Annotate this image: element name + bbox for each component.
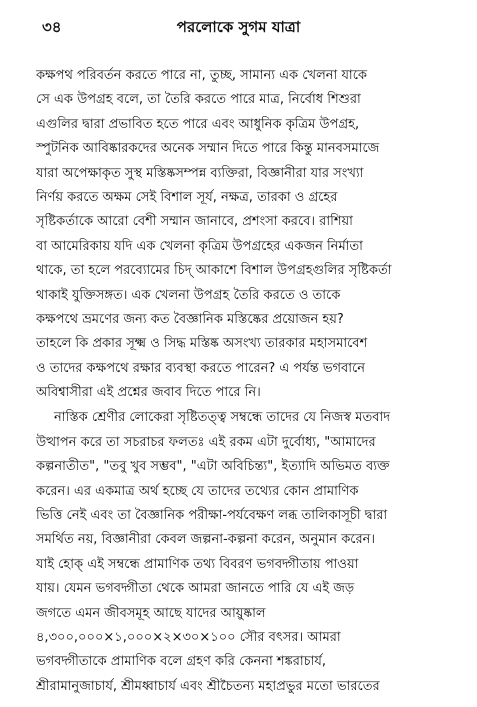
- text-line: কক্ষপথে ভ্রমণের জন্য কত বৈজ্ঞানিক মস্তিষ্কের প্রয়োজন হয়?: [36, 311, 344, 327]
- text-line: সে এক উপগ্রহ বলে, তা তৈরি করতে পারে মাত্র, নির্বোধ শিশুরা: [36, 92, 361, 108]
- text-line: যায়। যেমন ভগবদ্গীতা থেকে আমরা জানতে পারি যে এই জড়: [36, 581, 355, 597]
- text-line: কক্ষপথ পরিবর্তন করতে পারে না, তুচ্ছ, সামান্য এক খেলনা যাকে: [36, 68, 368, 83]
- text-line: ভগবদ্গীতাকে প্রামাণিক বলে গ্রহণ করি কেননা শঙ্করাচার্য,: [36, 654, 327, 670]
- body-text: [36, 64, 456, 699]
- text-line: তাহলে কি প্রকার সূক্ষ্ম ও সিদ্ধ মস্তিষ্ক অসংখ্য তারকার মহাসমাবেশ: [36, 336, 368, 352]
- text-line: সৃষ্টিকর্তাকে আরো বেশী সম্মান জানাবে, প্রশংসা করবে। রাশিয়া: [36, 214, 353, 230]
- text-line: সমর্থিত নয়, বিজ্ঞানীরা কেবল জল্পনা-কল্পনা করেন, অনুমান করেন।: [36, 532, 376, 548]
- text-line: ও তাদের কক্ষপথে রক্ষার ব্যবস্থা করতে পারেন? এ পর্যন্ত ভগবানে: [36, 360, 366, 376]
- text-line: কল্পনাতীত", "তবু খুব সম্ভব", "এটা অবিচিন্ত্য", ইত্যাদি অভিমত ব্যক্ত: [36, 459, 390, 475]
- text-line: করেন। এর একমাত্র অর্থ হচ্ছে যে তাদের তথ্যের কোন প্রামাণিক: [36, 483, 359, 499]
- text-line: নাস্তিক শ্রেণীর লোকেরা সৃষ্টিতত্ত্ব সম্বন্ধে তাদের যে নিজস্ব মতবাদ: [54, 410, 391, 426]
- text-line: থাকাই যুক্তিসঙ্গত। এক খেলনা উপগ্রহ তৈরি করতে ও তাকে: [36, 287, 341, 303]
- text-line: শ্রীরামানুজাচার্য, শ্রীমধ্বাচার্য এবং শ্রীচৈতন্য মহাপ্রভুর মতো ভারতের: [36, 678, 380, 694]
- text-line: যাই হোক্ এই সম্বন্ধে প্রামাণিক তথ্য বিবরণ ভগবদ্গীতায় পাওয়া: [36, 556, 359, 572]
- text-line: নির্ণয় করতে অক্ষম সেই বিশাল সূর্য, নক্ষত্র, তারকা ও গ্রহের: [36, 189, 338, 205]
- page-header: [0, 16, 477, 40]
- text-line: উত্থাপন করে তা সচরাচর ফলতঃ এই রকম এটা দুর্বোধ্য, "আমাদের: [36, 434, 376, 450]
- text-line: বা আমেরিকায় যদি এক খেলনা কৃত্রিম উপগ্রহের একজন নির্মাতা: [36, 238, 363, 254]
- text-line: যারা অপেক্ষাকৃত সুস্থ মস্তিষ্কসম্পন্ন ব্যক্তিরা, বিজ্ঞানীরা যার সংখ্যা: [36, 165, 364, 181]
- text-line: ৪,৩০০,০০০×১,০০০×২×৩০×১০০ সৌর বৎসর। আমরা: [36, 629, 341, 645]
- text-line: এগুলির দ্বারা প্রভাবিত হতে পারে এবং আধুনিক কৃত্রিম উপগ্রহ,: [36, 116, 360, 132]
- text-line: থাকে, তা হলে পরব্যোমের চিদ্ আকাশে বিশাল উপগ্রহগুলির সৃষ্টিকর্তা: [36, 263, 392, 279]
- paragraph: [36, 406, 456, 699]
- running-title: পরলোকে সুগম যাত্রা: [176, 18, 301, 36]
- text-line: জগতে এমন জীবসমূহ আছে যাদের আয়ুষ্কাল: [36, 605, 266, 621]
- text-line: ভিত্তি নেই এবং তা বৈজ্ঞানিক পরীক্ষা-পর্যবেক্ষণ লব্ধ তালিকাসূচী দ্বারা: [36, 508, 388, 524]
- paragraph: [36, 64, 456, 405]
- text-line: স্পুটনিক আবিষ্কারকদের অনেক সম্মান দিতে পারে কিন্তু মানবসমাজে: [36, 141, 380, 157]
- page-number: ৩৪: [42, 18, 62, 36]
- text-line: অবিশ্বাসীরা এই প্রশ্নের জবাব দিতে পারে নি।: [36, 385, 261, 401]
